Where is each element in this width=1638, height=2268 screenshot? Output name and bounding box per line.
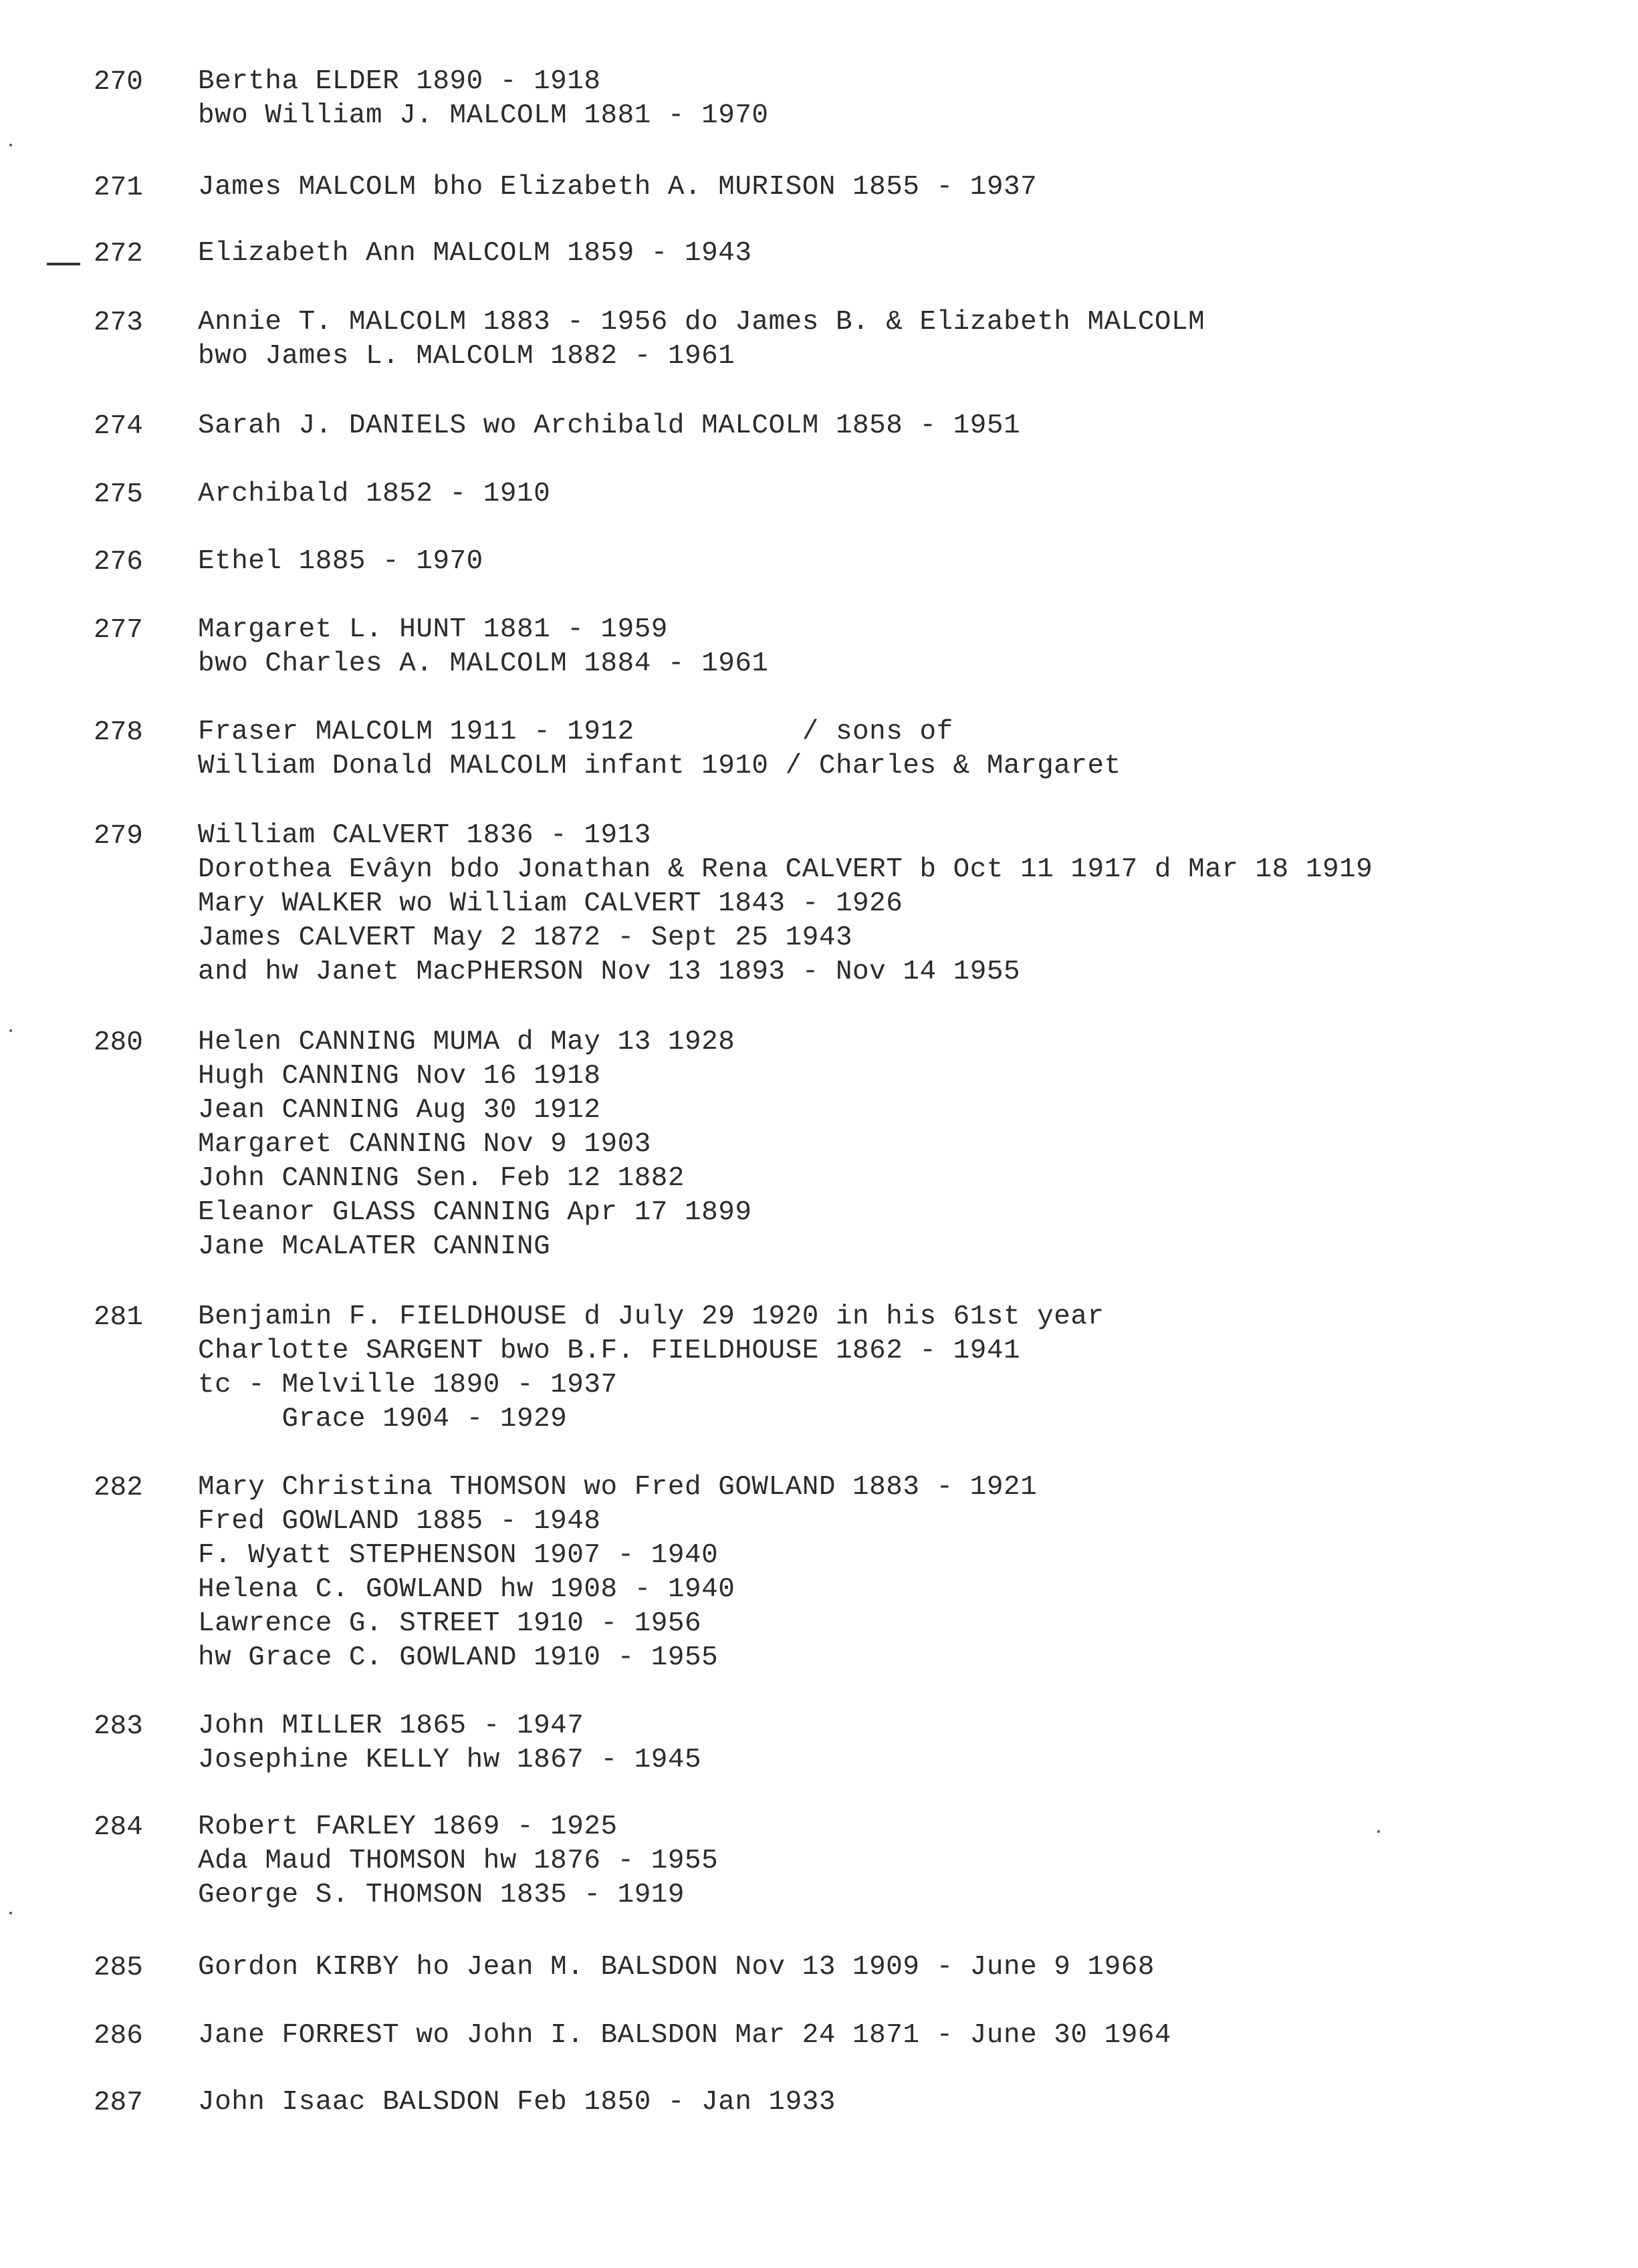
entry-line: Lawrence G. STREET 1910 - 1956 <box>198 1608 702 1639</box>
entry-line: Ada Maud THOMSON hw 1876 - 1955 <box>198 1846 719 1876</box>
entry-line: Archibald 1852 - 1910 <box>198 479 551 509</box>
entry-line: James MALCOLM bho Elizabeth A. MURISON 1855 - 1937 <box>198 172 1038 203</box>
entry-number: 273 <box>94 307 143 338</box>
entry-number: 272 <box>94 239 143 269</box>
entry-line: bwo James L. MALCOLM 1882 - 1961 <box>198 341 735 372</box>
entry-number: 280 <box>94 1027 143 1058</box>
entry-line: William Donald MALCOLM infant 1910 / Charles & Margaret <box>198 751 1121 781</box>
entry-number: 278 <box>94 717 143 748</box>
entry-line: Charlotte SARGENT bwo B.F. FIELDHOUSE 1862 - 1941 <box>198 1336 1021 1366</box>
entry-number: 275 <box>94 479 143 510</box>
entry-line: Fraser MALCOLM 1911 - 1912 / sons of <box>198 717 953 747</box>
entry-number: 283 <box>94 1711 143 1742</box>
margin-speck <box>9 1912 12 1914</box>
margin-dash <box>47 263 80 265</box>
entry-line: James CALVERT May 2 1872 - Sept 25 1943 <box>198 922 853 953</box>
entry-line: and hw Janet MacPHERSON Nov 13 1893 - Nov 14 1955 <box>198 957 1021 987</box>
margin-speck <box>9 1029 12 1032</box>
entry-line: Ethel 1885 - 1970 <box>198 546 483 577</box>
entry-line: Jane FORREST wo John I. BALSDON Mar 24 1871 - June 30 1964 <box>198 2020 1172 2051</box>
entry-line: bwo Charles A. MALCOLM 1884 - 1961 <box>198 648 769 679</box>
entry-line: Mary Christina THOMSON wo Fred GOWLAND 1883 - 1921 <box>198 1472 1038 1503</box>
entry-number: 281 <box>94 1302 143 1333</box>
entry-line: William CALVERT 1836 - 1913 <box>198 820 651 851</box>
entry-line: Eleanor GLASS CANNING Apr 17 1899 <box>198 1197 752 1228</box>
entry-line: Jean CANNING Aug 30 1912 <box>198 1095 601 1126</box>
entry-line: tc - Melville 1890 - 1937 <box>198 1370 618 1400</box>
entry-line: Hugh CANNING Nov 16 1918 <box>198 1061 601 1092</box>
entry-line: Robert FARLEY 1869 - 1925 <box>198 1811 618 1842</box>
entry-number: 287 <box>94 2088 143 2118</box>
entry-line: Bertha ELDER 1890 - 1918 <box>198 66 601 97</box>
entry-line: Elizabeth Ann MALCOLM 1859 - 1943 <box>198 238 752 269</box>
entry-number: 277 <box>94 615 143 646</box>
entry-line: Jane McALATER CANNING <box>198 1231 551 1262</box>
entry-line: Josephine KELLY hw 1867 - 1945 <box>198 1745 702 1775</box>
entry-line: bwo William J. MALCOLM 1881 - 1970 <box>198 100 769 131</box>
entry-number: 286 <box>94 2021 143 2051</box>
entry-line: Helena C. GOWLAND hw 1908 - 1940 <box>198 1574 735 1605</box>
entry-number: 284 <box>94 1812 143 1843</box>
entry-line: John MILLER 1865 - 1947 <box>198 1711 584 1741</box>
entry-number: 285 <box>94 1952 143 1983</box>
entry-line: F. Wyatt STEPHENSON 1907 - 1940 <box>198 1540 719 1571</box>
entry-line: Dorothea Evâyn bdo Jonathan & Rena CALVERT b Oct 11 1917 d Mar 18 1919 <box>198 854 1373 885</box>
entry-line: Sarah J. DANIELS wo Archibald MALCOLM 1858 - 1951 <box>198 410 1021 441</box>
entry-line: Grace 1904 - 1929 <box>198 1404 568 1434</box>
entry-line: Annie T. MALCOLM 1883 - 1956 do James B. & Elizabeth MALCOLM <box>198 307 1205 338</box>
entry-line: hw Grace C. GOWLAND 1910 - 1955 <box>198 1642 719 1673</box>
entry-number: 276 <box>94 547 143 578</box>
entry-line: Fred GOWLAND 1885 - 1948 <box>198 1506 601 1537</box>
entry-line: Benjamin F. FIELDHOUSE d July 29 1920 in his 61st year <box>198 1301 1104 1332</box>
margin-speck <box>9 144 12 146</box>
entry-line: Gordon KIRBY ho Jean M. BALSDON Nov 13 1909 - June 9 1968 <box>198 1952 1155 1983</box>
entry-line: John CANNING Sen. Feb 12 1882 <box>198 1163 685 1194</box>
entry-number: 270 <box>94 67 143 98</box>
entry-line: George S. THOMSON 1835 - 1919 <box>198 1880 685 1910</box>
entry-number: 271 <box>94 172 143 203</box>
entry-line: Margaret CANNING Nov 9 1903 <box>198 1129 651 1160</box>
entry-line: Margaret L. HUNT 1881 - 1959 <box>198 614 668 645</box>
entry-number: 274 <box>94 411 143 442</box>
margin-speck <box>1377 1830 1380 1833</box>
entry-line: John Isaac BALSDON Feb 1850 - Jan 1933 <box>198 2087 836 2118</box>
entry-line: Helen CANNING MUMA d May 13 1928 <box>198 1027 735 1057</box>
entry-line: Mary WALKER wo William CALVERT 1843 - 1926 <box>198 888 903 919</box>
entry-number: 279 <box>94 821 143 852</box>
entry-number: 282 <box>94 1473 143 1503</box>
